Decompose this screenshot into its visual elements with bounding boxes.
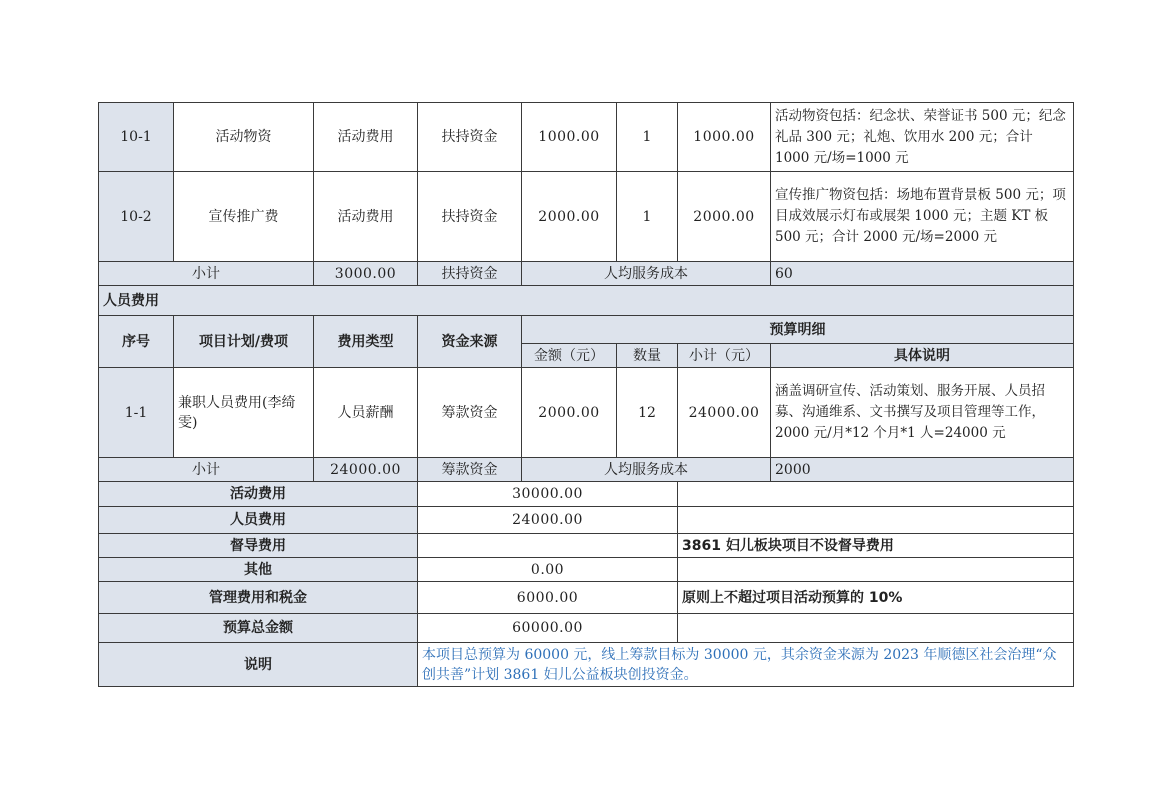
summary-note: 原则上不超过项目活动预算的 10% — [678, 582, 1074, 614]
type-cell: 人员薪酬 — [314, 368, 418, 458]
summary-value: 6000.00 — [418, 582, 678, 614]
section-title: 人员费用 — [99, 286, 1074, 316]
seq-cell: 10-2 — [99, 172, 174, 262]
subtotal-row — [99, 458, 1074, 482]
summary-label: 预算总金额 — [99, 614, 418, 643]
item-cell: 兼职人员费用(李绮雯) — [174, 368, 314, 458]
summary-row — [99, 558, 1074, 582]
summary-label: 管理费用和税金 — [99, 582, 418, 614]
subtotal-amount: 24000.00 — [314, 458, 418, 482]
summary-row — [99, 534, 1074, 558]
header-type: 费用类型 — [314, 316, 418, 368]
item-cell: 宣传推广费 — [174, 172, 314, 262]
subtotal-source: 扶持资金 — [418, 262, 522, 286]
source-cell: 筹款资金 — [418, 368, 522, 458]
seq-cell: 10-1 — [99, 103, 174, 172]
header-item: 项目计划/费项 — [174, 316, 314, 368]
summary-note — [678, 558, 1074, 582]
summary-value: 30000.00 — [418, 482, 678, 507]
desc-cell: 活动物资包括：纪念状、荣誉证书 500 元；纪念礼品 300 元；礼炮、饮用水 200 元；合计 1000 元/场=1000 元 — [771, 103, 1074, 172]
summary-row — [99, 482, 1074, 507]
explanation-row — [99, 643, 1074, 687]
subtotal-row — [99, 262, 1074, 286]
avg-cost-label: 人均服务成本 — [522, 262, 771, 286]
section-row — [99, 286, 1074, 316]
header-qty: 数量 — [617, 344, 678, 368]
summary-value: 60000.00 — [418, 614, 678, 643]
amount-cell: 2000.00 — [522, 368, 617, 458]
amount-cell: 1000.00 — [522, 103, 617, 172]
subtotal-amount: 3000.00 — [314, 262, 418, 286]
source-cell: 扶持资金 — [418, 172, 522, 262]
explanation-text: 本项目总预算为 60000 元，线上筹款目标为 30000 元，其余资金来源为 2023 年顺德区社会治理“众创共善”计划 3861 妇儿公益板块创投资金。 — [418, 643, 1074, 687]
subtotal-cell: 1000.00 — [678, 103, 771, 172]
summary-label: 其他 — [99, 558, 418, 582]
amount-cell: 2000.00 — [522, 172, 617, 262]
desc-cell: 涵盖调研宣传、活动策划、服务开展、人员招募、沟通维系、文书撰写及项目管理等工作，2000 元/月*12 个月*1 人=24000 元 — [771, 368, 1074, 458]
avg-cost-value: 2000 — [771, 458, 1074, 482]
summary-note — [678, 482, 1074, 507]
qty-cell: 1 — [617, 103, 678, 172]
summary-row — [99, 582, 1074, 614]
header-budget-detail: 预算明细 — [522, 316, 1074, 344]
table-row — [99, 103, 1074, 172]
header-source: 资金来源 — [418, 316, 522, 368]
header-seq: 序号 — [99, 316, 174, 368]
subtotal-label: 小计 — [99, 458, 314, 482]
avg-cost-value: 60 — [771, 262, 1074, 286]
item-cell: 活动物资 — [174, 103, 314, 172]
summary-note: 3861 妇儿板块项目不设督导费用 — [678, 534, 1074, 558]
summary-label: 活动费用 — [99, 482, 418, 507]
header-row — [99, 316, 1074, 344]
header-desc: 具体说明 — [771, 344, 1074, 368]
desc-cell: 宣传推广物资包括：场地布置背景板 500 元；项目成效展示灯布或展架 1000 元；主题 KT 板 500 元；合计 2000 元/场=2000 元 — [771, 172, 1074, 262]
avg-cost-label: 人均服务成本 — [522, 458, 771, 482]
seq-cell: 1-1 — [99, 368, 174, 458]
source-cell: 扶持资金 — [418, 103, 522, 172]
type-cell: 活动费用 — [314, 103, 418, 172]
subtotal-cell: 24000.00 — [678, 368, 771, 458]
explanation-label: 说明 — [99, 643, 418, 687]
subtotal-source: 筹款资金 — [418, 458, 522, 482]
table-row — [99, 172, 1074, 262]
summary-label: 人员费用 — [99, 507, 418, 534]
summary-value — [418, 534, 678, 558]
summary-value: 24000.00 — [418, 507, 678, 534]
budget-table — [98, 102, 1074, 687]
type-cell: 活动费用 — [314, 172, 418, 262]
summary-note — [678, 507, 1074, 534]
subtotal-label: 小计 — [99, 262, 314, 286]
summary-label: 督导费用 — [99, 534, 418, 558]
subtotal-cell: 2000.00 — [678, 172, 771, 262]
summary-note — [678, 614, 1074, 643]
summary-row — [99, 507, 1074, 534]
summary-row — [99, 614, 1074, 643]
table-row — [99, 368, 1074, 458]
qty-cell: 12 — [617, 368, 678, 458]
qty-cell: 1 — [617, 172, 678, 262]
summary-value: 0.00 — [418, 558, 678, 582]
header-subtotal: 小计（元） — [678, 344, 771, 368]
header-amount: 金额（元） — [522, 344, 617, 368]
